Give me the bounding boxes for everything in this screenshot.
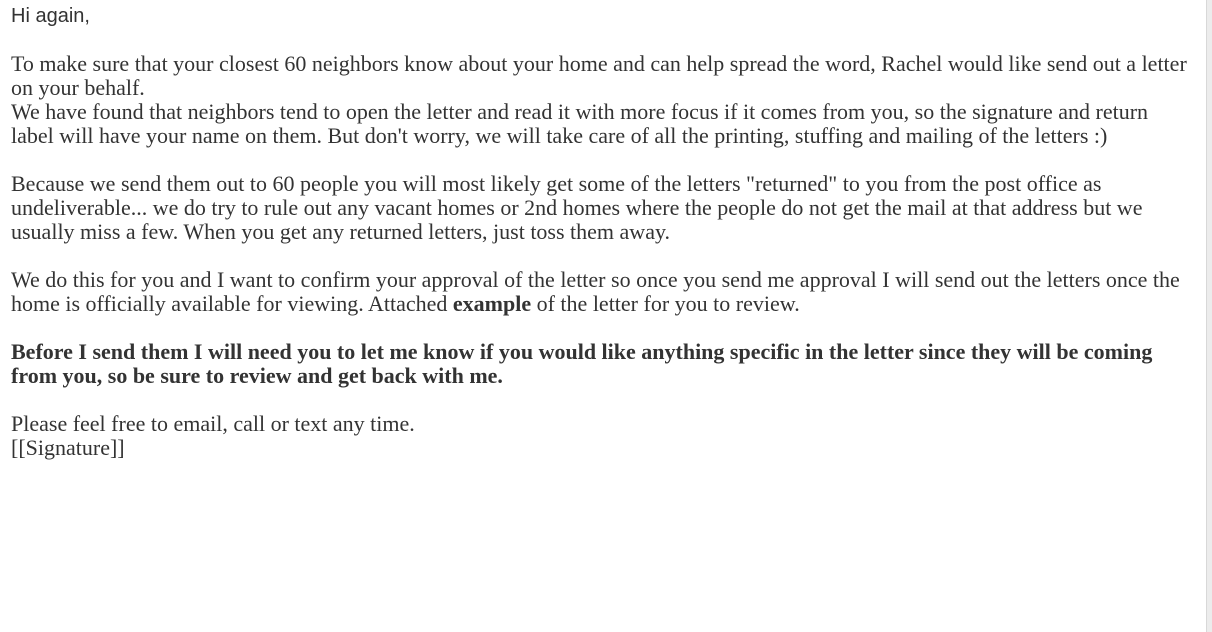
blank-line	[11, 244, 1196, 268]
approval-text-start: We do this for you and I want to confirm your approval of the letter so once you send me approval I will send out the letters once the home is officially available for viewing. Attached	[11, 267, 1180, 316]
signature-placeholder: [[Signature]]	[11, 435, 125, 460]
review-request-paragraph: Before I send them I will need you to let me know if you would like anything specific in the letter since they will be coming from you, so be sure to review and get back with me.	[11, 339, 1153, 388]
closing-line: Please feel free to email, call or text any time.	[11, 411, 415, 436]
example-link-text: example	[452, 291, 532, 316]
blank-line	[11, 148, 1196, 172]
blank-line	[11, 388, 1196, 412]
approval-paragraph	[11, 268, 1196, 316]
blank-line	[11, 316, 1196, 340]
blank-line	[11, 28, 1196, 52]
email-content	[11, 4, 1196, 460]
returned-letters-paragraph: Because we send them out to 60 people you will most likely get some of the letters "returned" to you from the post office as undeliverable... we do try to rule out any vacant homes or 2nd homes where the people do not get the mail at that address but we usually miss a few. When you get any returned letters, just toss them away.	[11, 171, 1143, 244]
intro-paragraph-line-1: To make sure that your closest 60 neighbors know about your home and can help spread the word, Rachel would like send out a letter on your behalf.	[11, 51, 1187, 100]
scrollbar[interactable]	[1206, 0, 1212, 632]
greeting-line: Hi again,	[11, 5, 90, 27]
approval-text-end: of the letter for you to review.	[531, 291, 800, 316]
intro-paragraph-line-2: We have found that neighbors tend to open the letter and read it with more focus if it comes from you, so the signature and return label will have your name on them. But don't worry, we will take care of all the printing, stuffing and mailing of the letters :)	[11, 99, 1149, 148]
